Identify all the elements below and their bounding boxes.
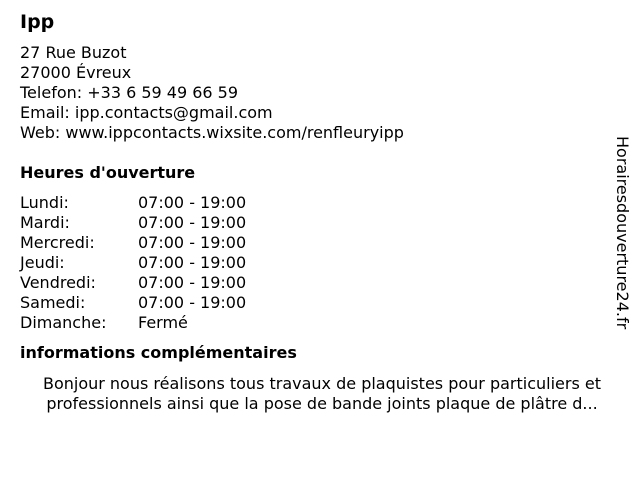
phone-number: Telefon: +33 6 59 49 66 59 (20, 83, 239, 102)
hours-day: Jeudi: (20, 253, 65, 272)
hours-time: 07:00 - 19:00 (138, 253, 247, 272)
hours-row (20, 193, 246, 213)
hours-day: Mardi: (20, 213, 70, 232)
hours-row (20, 313, 246, 333)
hours-time: 07:00 - 19:00 (138, 273, 247, 292)
site-watermark: Horairesdouverture24.fr (613, 136, 632, 330)
hours-time: 07:00 - 19:00 (138, 193, 247, 212)
additional-info-line: professionnels ainsi que la pose de bande joints plaque de plâtre d... (46, 394, 598, 413)
additional-info-text (18, 374, 626, 414)
hours-row (20, 273, 246, 293)
hours-day: Lundi: (20, 193, 69, 212)
hours-row (20, 233, 246, 253)
address-city: 27000 Évreux (20, 63, 132, 82)
hours-day: Mercredi: (20, 233, 95, 252)
website-url: Web: www.ippcontacts.wixsite.com/renfleuryipp (20, 123, 404, 142)
hours-row (20, 213, 246, 233)
additional-info-heading: informations complémentaires (20, 343, 297, 362)
opening-hours-heading: Heures d'ouverture (20, 163, 196, 182)
additional-info-line: Bonjour nous réalisons tous travaux de plaquistes pour particuliers et (42, 374, 602, 393)
business-name: Ipp (20, 11, 55, 33)
email-address: Email: ipp.contacts@gmail.com (20, 103, 273, 122)
hours-time: 07:00 - 19:00 (138, 293, 247, 312)
hours-row (20, 293, 246, 313)
business-card (20, 10, 610, 414)
hours-time: 07:00 - 19:00 (138, 213, 247, 232)
hours-day: Samedi: (20, 293, 86, 312)
opening-hours-table (20, 193, 246, 333)
hours-row (20, 253, 246, 273)
hours-time: Fermé (138, 313, 188, 332)
hours-day: Dimanche: (20, 313, 107, 332)
hours-time: 07:00 - 19:00 (138, 233, 247, 252)
hours-day: Vendredi: (20, 273, 96, 292)
address-street: 27 Rue Buzot (20, 43, 127, 62)
contact-block (20, 43, 610, 143)
